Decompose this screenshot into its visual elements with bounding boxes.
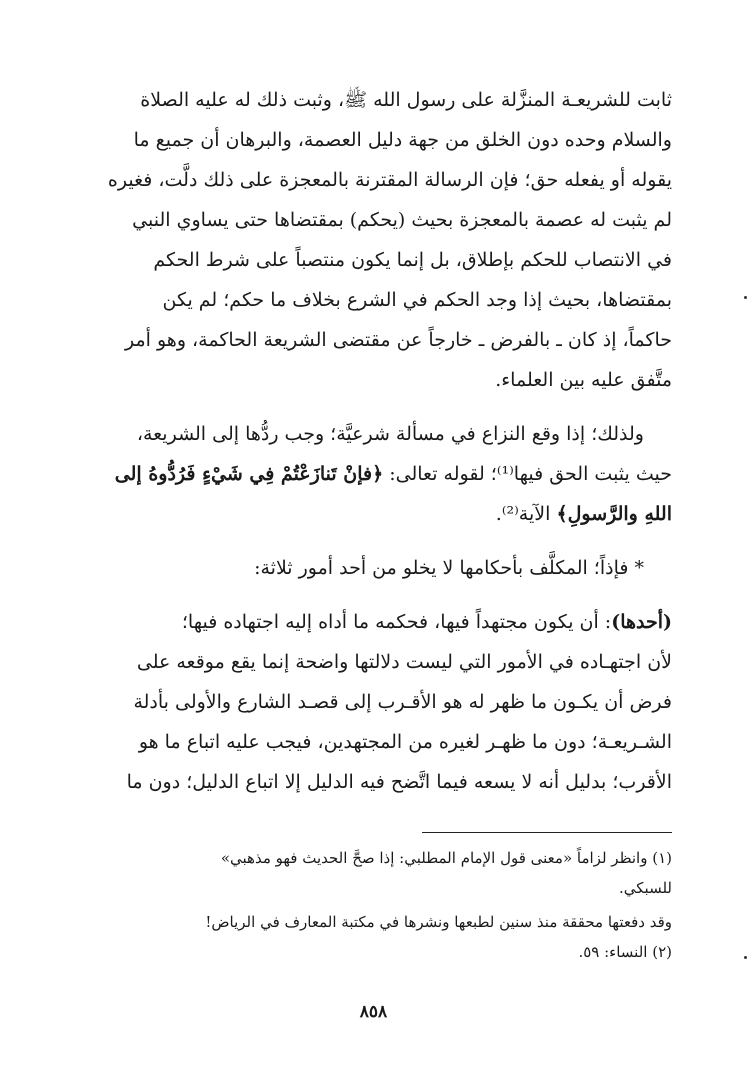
footnotes [80,843,672,967]
footnote-1-note: وقد دفعتها محققة منذ سنين لطبعها ونشرها في مكتبة المعارف في الرياض! [205,913,672,931]
page-number: ٨٥٨ [359,1002,388,1022]
line: متَّفق عليه بين العلماء. [495,369,672,391]
line: حيث يثبت الحق فيها⁽¹⁾؛ لقوله تعالى: [383,463,672,485]
footnote-divider [422,832,672,833]
line: في الانتصاب للحكم بإطلاق، بل إنما يكون منتصباً على شرط الحكم [153,249,672,271]
line: ولذلك؛ إذا وقع النزاع في مسألة شرعيَّة؛ وجب ردُّها إلى الشريعة، [136,423,644,445]
line: فرض أن يكـون ما ظهر له هو الأقـرب إلى قصـد الشارع والأولى بأدلة [133,691,672,713]
verse-reference: الآية⁽²⁾. [495,503,557,525]
footnote-2: (٢) النساء: ٥٩. [578,943,672,961]
paragraph-3: * فإذاً؛ المكلَّف بأحكامها لا يخلو من أحد أمور ثلاثة: [254,557,644,579]
paragraph-4 [80,602,672,802]
line: ثابت للشريعـة المنزَّلة على رسول الله ﷺ، وثبت ذلك له عليه الصلاة [140,89,672,111]
line: : أن يكون مجتهداً فيها، فحكمه ما أداه إليه اجتهاده فيها؛ [181,611,612,633]
line: حاكماً، إذ كان ـ بالفرض ـ خارجاً عن مقتضى الشريعة الحاكمة، وهو أمر [125,329,672,351]
section-label: (أحدها) [611,611,672,633]
paragraph-2 [80,414,672,534]
quran-verse: ﴿فإنْ تَنازَعْتُمْ فِي شَيْءٍ فَرُدُّوهُ إلى [114,463,384,485]
line: الأقرب؛ بدليل أنه لا يسعه فيما اتَّضح فيه الدليل إلا اتباع الدليل؛ دون ما [126,771,672,793]
line: والسلام وحده دون الخلق من جهة دليل العصمة، والبرهان أن جميع ما [133,129,672,151]
quran-verse-continued: اللهِ والرَّسولِ﴾ [556,503,672,525]
line: لم يثبت له عصمة بالمعجزة بحيث (يحكم) بمقتضاها حتى يساوي النبي [132,209,672,231]
paragraph-1 [80,80,672,400]
line: الشـريعـة؛ دون ما ظهـر لغيره من المجتهدين، فيجب عليه اتباع ما هو [138,731,672,753]
footnote-1 [80,843,672,903]
line: بمقتضاها، بحيث إذا وجد الحكم في الشرع بخلاف ما حكم؛ لم يكن [162,289,672,311]
main-text [80,80,672,802]
line: لأن اجتهـاده في الأمور التي ليست دلالتها واضحة إنما يقع موقعه على [136,651,672,673]
footnote-line: (١) وانظر لزاماً «معنى قول الإمام المطلبي: إذا صحَّ الحديث فهو مذهبي» [220,849,672,867]
line: يقوله أو يفعله حق؛ فإن الرسالة المقترنة بالمعجزة على ذلك دلَّت، فغيره [107,169,672,191]
footnote-line: للسبكي. [619,879,672,897]
